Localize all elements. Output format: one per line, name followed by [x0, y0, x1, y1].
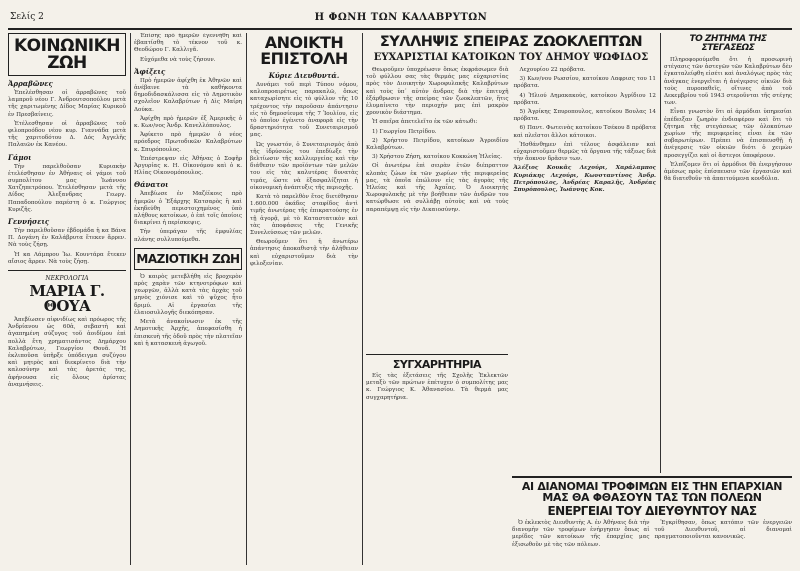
text-block: Ἐτέλεσθησαν οἱ ἀρραβῶνες τοῦ φιλοπροόδου νέου κυρ. Γιαννάδα μετὰ τῆς χαριτοδότου Δ. Δός Ἀγγελῆς Παλαιῶν ἐκ Κανέου. — [8, 120, 126, 149]
text-block: Ἠσθάνθημεν ἐπὶ τέλους ἀσφάλειαν καὶ εὐχαριστοῦμεν θερμῶς τὰ ὄργανα τῆς τάξεως διὰ τὴν ἄοκνον δρᾶσιν των. — [513, 141, 656, 163]
text-block: 3) Κων/νου Ρωσσίου, κατοίκου Λαφρισς του 11 πρόβατα. — [513, 76, 656, 90]
text-block: Τὴν ὑπεράγαν τῆς ἐμφυλίας πλάνης συλλυπούμεθα. — [134, 229, 242, 243]
text-block: Ἀφίκετο πρὸ ἡμερῶν ὁ νέος πρόεδρος Πρωτοδικῶν Καλαβρύτων κ. Σπυρόπουλος. — [134, 132, 242, 153]
text-block: Οἱ ἀνωτέρω ἐπὶ σειρὰν ἐτῶν διέπραττον κλοπὰς ζώων ἐκ τῶν χωρίων τῆς περιφερείας μας, τὰ ὁποῖα ἐπώλουν εἰς τὰς ἀγορὰς τῆς Ἠλείας καὶ τῆς Ἀχαΐας. Ὁ Διοικητὴς Χωροφυλακῆς μὲ τὴν βοήθειαν τῶν ἀνδρῶν του κατώρθωσε νὰ συλλάβῃ αὐτοὺς καὶ νὰ τοὺς παραπέμψῃ εἰς τὴν Δικαιοσύνην. — [366, 163, 509, 213]
letter-salutation: Κύριε Διευθυντά. — [268, 71, 340, 80]
text-block: Ἀφίχθη πρὸ ἡμερῶν ἐξ Ἀμερικῆς ὁ κ. Κων/νος Ἀνδρ. Κανελλόπουλος. — [134, 115, 242, 130]
text-block: Κατὰ τὸ παρελθὸν ἔτος διετέθησαν 1.600.000 ὀκάδες σταφίδος ἀντὶ τιμῆς ἀνωτέρας τῆς ἐπικρατούσης ἐν τῇ ἀγορᾷ, μὲ τὸ Καταστατικὸν καὶ τὰς ἀποφάσεις τῆς Γενικῆς Συνελεύσεως τῶν μελῶν. — [250, 194, 358, 237]
text-block: Θεωροῦμεν ὑποχρέωσιν ὅπως ἐκφράσωμεν διὰ τοῦ φύλλου σας τὰς θερμάς μας εὐχαριστίας πρὸς τὸν Διοικητὴν Χωροφυλακῆς Καλαβρύτων καὶ τοὺς ὑπ᾿ αὐτὸν ἀνδρας διὰ τὴν ἐπιτυχῆ ἐξάρθρωσιν τῆς σπείρας τῶν ζωοκλεπτῶν, ἥτις ἐλυμαίνετο τὴν περιοχήν μας ἐπὶ μακρὸν χρονικὸν διάστημα. — [366, 67, 509, 117]
text-block: Ἐπίσης πρὸ ἡμερῶν ἐγεννήθη καὶ ἐβαπτίσθη τὸ τέκνον τοῦ κ. Θεοδώρου Γ. Καλλιγᾶ. — [134, 33, 242, 54]
text-block: Εἰς τὰς ἐξετάσεις τῆς Σχολῆς Ἐκλεκτῶν μεταξὺ τῶν πρώτων ἐπέτυχεν ὁ συμπολίτης μας κ. Γεώργιος Κ. Ἀθανασίου. Τὰ θερμά μας συγχαρητήρια. — [366, 373, 508, 401]
text-block: Δυνάμει τοῦ περὶ Τύπου νόμου, καλοπροαιρέτως παρακαλῶ, ὅπως καταχωρίσητε εἰς τὸ φύλλον τῆς 10 τρέχοντος τὴν παροῦσαν ἀπάντησιν εἰς τὸ δημοσίευμα τῆς 7 Ἰουλίου, εἰς τὸ ὁποῖον ἐγένετο ἀναφορὰ εἰς τὴν δραστηριότητα τοῦ Συνεταιρισμοῦ μας. — [250, 82, 358, 139]
text-block: 4) Ἠλιού Δημακακοὺς, κατοίκου Ἀγρίδιου 12 πρόβατα. — [513, 92, 656, 106]
subheadline-thanks: ΕΥΧΑΡΙΣΤΙΑΙ ΚΑΤΟΙΚΩΝ ΤΟΥ ΔΗΜΟΥ ΨΩΦΙΔΟΣ — [373, 51, 649, 63]
signers-list: Ἀλέξιος Κουκᾶς Λεχούρι, Χαράλαμπος Κυριάκης Λεχούρι, Κωνσταντίνος Ἀνδρ. Πετρόπουλος, Ἀνδρέας Καραλῆς, Ἀνδρέας Σπυρόπουλος, Ἰωάννης Κοκ. — [513, 165, 656, 194]
text-block: Πληροφορούμεθα ὅτι ἡ προσωρινὴ στέγασις τῶν ἀστεγῶν τῶν Καλαβρύτων δὲν ἐγκαταλείφθη εἰσέτι καὶ ἀναλόγως πρὸς τὰς ἀνάγκας ἐνεργεῖται ἡ ἀνέγερσις οἰκιῶν διὰ τοὺς πυροπαθεῖς, οἵτινες ἀπὸ τοῦ Δεκεμβρίου τοῦ 1943 στεροῦνται τῆς στέγης των. — [664, 57, 792, 107]
column-arrest-story — [366, 33, 656, 351]
text-block: Τὴν παρελθοῦσαν ἑβδομάδα ἡ κα Βάνα Π. Δογάνη ἐν Καλάβρυτα ἔτεκεν ἄρρεν. Νὰ τοὺς ζήσῃ. — [8, 228, 126, 249]
headline-arrest: ΣΥΛΛΗΨΙΣ ΣΠΕΙΡΑΣ ΖΩΟΚΛΕΠΤΩΝ — [379, 34, 643, 50]
headline-housing: ΤΟ ΖΗΤΗΜΑ ΤΗΣ ΣΤΕΓΑΣΕΩΣ — [689, 34, 767, 53]
section-food-distribution — [512, 476, 792, 565]
subhead-weddings: Γάμοι — [8, 152, 32, 162]
subheadline-director-actions: ΕΝΕΡΓΕΙΑΙ ΤΟΥ ΔΙΕΥΘΥΝΤΟΥ ΝΑΣ — [547, 504, 757, 518]
text-block: Ἐλπίζομεν ὅτι οἱ ἁρμόδιοι θὰ ἐνεργήσουν ἀμέσως πρὸς ἐπίσπευσιν τῶν ἐργασιῶν καὶ θὰ διατεθοῦν τὰ ἀπαιτούμενα κονδύλια. — [664, 161, 792, 183]
text-block: Ἀπεβίωσεν αἰφνιδίως καὶ πρόωρος τῆς Ἀνδρίανου ὡς 60ἀ, σεβαστὴ καὶ ἀγαπημένη σύζυγος τοῦ ἀοιδίμου ἐπὶ πολλὰ ἔτη χρηματισάντος Δημάρχου Καλαβρύτων, Γεωργίου Θουᾶ. Ἡ ἐκλιποῦσα ὑπῆρξε ὑπόδειγμα συζύγου καὶ μητρὸς καὶ διεκρίνετο διὰ τὴν καλοσύνην καὶ τὰς ἀρετάς της, ἀφήνουσα εἰς ὅλους ἀρίστας ἀναμνήσεις. — [8, 317, 126, 388]
subhead-deaths: Θάνατοι — [134, 180, 169, 190]
text-block: Ὁ καιρὸς μετεβλήθη εἰς βροχερὸν πρὸς χαρὰν τῶν κτηνοτρόφων καὶ γεωργῶν, ἀλλὰ κατὰ τὰς ἀρχὰς τοῦ μηνὸς χιόνισε καὶ τὸ ψῦχος ἦτο δριμύ. Αἱ ἐργασίαι τῆς ἐλαιοσυλλογῆς διεκόπησαν. — [134, 273, 242, 316]
text-block: Λεχουρίου 22 πρόβατα. — [519, 67, 586, 73]
text-block: 6) Παντ. Φωτεινὰς κατοίκου Τσέκου 8 πρόβατα καὶ πλεῖστοι ἄλλοι κάτοικοι. — [513, 125, 656, 139]
page-number: Σελίς 2 — [10, 12, 44, 22]
text-block: Πρὸ ἡμερῶν ἀφίχθη ἐκ Ἀθηνῶν καὶ ἀνέβαινε τὰ καθήκοντα δημοδιδασκάλισσα εἰς τὸ Δημοτικὸν σχολεῖον Καλαβρύτων ἡ Δὶς Μαίρη Δούκα. — [134, 77, 242, 113]
newspaper-page — [8, 6, 792, 565]
text-block: Εἶναι γνωστὸν ὅτι αἱ ἀρμόδιαι ὑπηρεσίαι ἐπέδειξαν ζωηρὸν ἐνδιαφέρον καὶ ὅτι τὸ ζήτημα τῆς στεγάσεως τῶν ὁλοκαύτων χωρίων τῆς περιφερείας εἶναι ἐκ τῶν σοβαρωτέρων. Πρέπει νὰ ἐπισπευσθῇ ἡ ἀνέγερσις τῶν οἰκιῶν διότι ὁ χειμὼν προσεγγίζει καὶ οἱ ἄστεγοι ὑποφέρουν. — [664, 109, 792, 159]
text-block: 1) Γεωργίου Πετρίδου. — [372, 128, 437, 135]
text-block: Ἐπέστρεψαν εἰς Ἀθήνας ὁ Σοφῆρ Ἀργυρίας κ. Η. Οἰκονόμου καὶ ὁ κ. Ηλίας Οἰκονομόπουλος. — [134, 155, 242, 177]
text-block: Ἀπεβίωσε ἐν Μαζέϊκοις πρὸ ἡμερῶν ὁ Ἐξάρχης Κατσαρὸς ἢ καὶ ἐκηδεύθη περιστοιχημένος ὑπὸ πλήθους κατοίκων, ὁ ἐπὶ τοῖς ὁποίοις διακρίνει ἡ περίσκεψις. — [134, 191, 242, 227]
text-block: Ἐπελέσθησαν οἱ ἀρραβῶνες τοῦ λαμπροῦ νέου Γ. Ἀνδρουτσοπούλου μετὰ τῆς χαριτωμένης Δίδος Μαρίας Κυρικοῦ ἐν Πρεσβαίνεις. — [8, 90, 126, 118]
header-rule — [8, 28, 792, 30]
text-block: Θεωροῦμεν ὅτι ἡ ἀνωτέρω ἀπάντησις ἀποκαθιστᾷ τὴν ἀλήθειαν καὶ εὐχαριστοῦμεν διὰ τὴν φιλοξενίαν. — [250, 239, 358, 267]
text-block: 5) Ἀγρίκης Σπυροπουλος, κατοίκου Βουλας 14 πρόβατα. — [513, 109, 656, 123]
subhead-births: Γεννήσεις — [8, 217, 50, 227]
section-congratulations — [366, 354, 508, 424]
text-block: 3) Χρήστου Ζήση, κατοίκου Κοκκώνη Ἠλείας. — [372, 154, 503, 161]
subhead-arrivals: Ἀφίξεις — [134, 66, 166, 76]
subhead-engagements: Ἀρραβῶνες — [8, 79, 53, 88]
text-block: Εὐχόμεθα νὰ τοὺς ζήσουν. — [140, 56, 216, 63]
text-block: Ἡ σπεῖρα ἀπετελεῖτο ἐκ τῶν κάτωθι: — [372, 119, 478, 126]
text-block: 2) Χρήστου Πετρίδου, κατοίκων Ἀγροιδίου Καλαβρύτων. — [366, 137, 509, 152]
column-housing — [664, 33, 792, 473]
column-open-letter — [250, 33, 358, 565]
text-block: Ὁ ἐκλεκτὸς Διευθυντὴς Α. ἐν Ἀθήναις διὰ τὴν διανομὴν τῶν τροφίμων ἐνήργησεν ὅπως αἱ μερίδες τῶν κατοίκων τῆς ἐπαρχίας μας ἐξισωθοῦν μὲ τὰς τῶν πόλεων. — [512, 520, 650, 548]
page-header — [8, 6, 792, 28]
headline-maziotiki-zoi: ΜΑΖΙΟΤΙΚΗ ΖΩΗ — [134, 248, 242, 270]
text-block: Ἡ κα Λάμπρου Ἰω. Κουντάρα ἔτεκεν αἴσιος ἄρρεν. Νὰ τοὺς ζήσῃ. — [8, 251, 126, 265]
headline-food-distribution: ΑΙ ΔΙΑΝΟΜΑΙ ΤΡΟΦΙΜΩΝ ΕΙΣ ΤΗΝ ΕΠΑΡΧΙΑΝ ΜΑΣ ΘΑ ΦΘΑΣΟΥΝ ΤΑΣ ΤΩΝ ΠΟΛΕΩΝ — [521, 480, 783, 504]
column-social-cont — [134, 33, 242, 565]
obituary-label: ΝΕΚΡΟΛΟΓΙΑ — [45, 275, 89, 283]
newspaper-title: Η ΦΩΝΗ ΤΩΝ ΚΑΛΑΒΡΥΤΩΝ — [314, 11, 488, 23]
column-social-life — [8, 33, 126, 565]
headline-open-letter: ΑΝΟΙΚΤΗ ΕΠΙΣΤΟΛΗ — [260, 33, 348, 68]
text-block: Ὡς γνωστόν, ὁ Συνεταιρισμὸς ἀπὸ τῆς ἱδρύσεώς του ἐπεδίωξε τὴν βελτίωσιν τῆς καλλιεργείας καὶ τὴν διάθεσιν τῶν προϊόντων τῶν μελῶν του εἰς τὰς καλυτέρας δυνατὰς τιμάς, ὥστε νὰ ἐξασφαλίζηται ἡ οἰκονομικὴ ἀνάπτυξις τῆς περιοχῆς. — [250, 141, 358, 191]
headline-social-life: ΚΟΙΝΩΝΙΚΗ ΖΩΗ — [8, 33, 126, 76]
text-block: Μετὰ ἀνακοίνωσιν ἐκ τῆς Δημοτικῆς Ἀρχῆς, ἀπεφασίσθη ἡ ἐπισκευὴ τῆς ὁδοῦ πρὸς τὴν πλατεῖαν καὶ ἡ κατασκευὴ ἀγωγοῦ. — [134, 319, 242, 347]
text-block: Ἐγκρίθησαν, ὅπως κατόπιν τῶν ἐνεργειῶν τοῦ Διευθυντοῦ, αἱ διανομαὶ πραγματοποιοῦνται κανονικῶς. — [654, 520, 792, 541]
headline-congratulations: ΣΥΓΧΑΡΗΤΗΡΙΑ — [392, 358, 482, 371]
text-block: Τὴν παρελθοῦσαν Κυριακὴν ἐτελέσθησαν ἐν Ἀθήναις οἱ γάμοι τοῦ συμπολίτου μας Ἰωάννου Χατζηπετρόπου. Ἐτελέσθησαν μετὰ τῆς Δίδος Ἀλεξανδρας Γεωργ. Παπαδοπούλου παρέστη ὁ κ. Γεώργιος Κυριζῆς. — [8, 163, 126, 213]
obituary-name-headline: ΜΑΡΙΑ Γ. ΘΟΥΑ — [29, 282, 105, 316]
